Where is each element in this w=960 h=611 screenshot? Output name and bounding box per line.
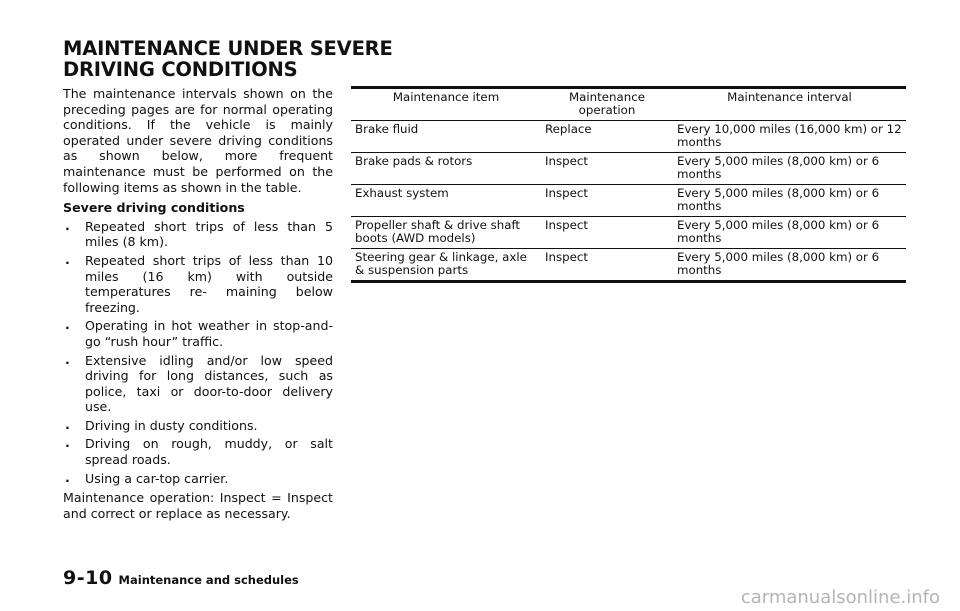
cell-interval: Every 5,000 miles (8,000 km) or 6 months bbox=[673, 153, 906, 185]
column-header-item: Maintenance item bbox=[351, 88, 541, 121]
cell-interval: Every 10,000 miles (16,000 km) or 12 months bbox=[677, 122, 902, 149]
list-item bbox=[63, 219, 333, 250]
list-item-text: Extensive idling and/or low speed driving for long distances, such as police, taxi or door-to-door delivery use. bbox=[85, 352, 333, 415]
cell-item: Propeller shaft & drive shaft boots (AWD models) bbox=[351, 217, 541, 249]
list-item-text: Using a car-top carrier. bbox=[85, 470, 229, 486]
bullet-icon: . bbox=[65, 251, 70, 267]
cell-operation: Inspect bbox=[541, 153, 673, 185]
section-heading-line-1: MAINTENANCE UNDER SEVERE bbox=[63, 37, 393, 60]
table-row bbox=[351, 185, 906, 217]
list-item-text: Operating in hot weather in stop-and-go “rush hour” traffic. bbox=[85, 318, 333, 349]
maintenance-schedule-table bbox=[351, 86, 906, 283]
left-column bbox=[63, 86, 333, 521]
cell-item: Steering gear & linkage, axle & suspension parts bbox=[351, 249, 541, 282]
list-item bbox=[63, 471, 333, 487]
severe-conditions-subheading: Severe driving conditions bbox=[63, 200, 245, 216]
cell-operation: Inspect bbox=[541, 217, 673, 249]
section-heading-line-2: DRIVING CONDITIONS bbox=[63, 58, 298, 81]
cell-operation: Replace bbox=[545, 122, 592, 136]
list-item bbox=[63, 353, 333, 415]
list-item-text: Driving in dusty conditions. bbox=[85, 417, 258, 433]
severe-conditions-list bbox=[63, 219, 333, 487]
list-item bbox=[63, 253, 333, 315]
cell-item: Brake pads & rotors bbox=[351, 153, 541, 185]
page-number: 9-10 bbox=[63, 567, 113, 589]
table-row bbox=[351, 249, 906, 282]
cell-operation: Inspect bbox=[541, 249, 673, 282]
cell-interval: Every 5,000 miles (8,000 km) or 6 months bbox=[673, 185, 906, 217]
table-header-row bbox=[351, 88, 906, 121]
bullet-icon: . bbox=[65, 351, 70, 367]
section-heading bbox=[63, 37, 393, 81]
list-item-text: Repeated short trips of less than 10 miles (16 km) with outside temperatures re- maining below freezing. bbox=[85, 252, 333, 315]
bullet-icon: . bbox=[65, 317, 70, 333]
table-row bbox=[351, 121, 906, 153]
table-row bbox=[351, 217, 906, 249]
page-footer bbox=[63, 567, 299, 589]
column-header-operation: Maintenance operation bbox=[541, 88, 673, 121]
cell-operation: Inspect bbox=[541, 185, 673, 217]
list-item-text: Repeated short trips of less than 5 miles (8 km). bbox=[85, 218, 333, 250]
cell-item: Exhaust system bbox=[351, 185, 541, 217]
cell-interval: Every 5,000 miles (8,000 km) or 6 months bbox=[673, 249, 906, 282]
maintenance-operation-note: Maintenance operation: Inspect = Inspect and correct or replace as necessary. bbox=[63, 490, 333, 521]
section-name: Maintenance and schedules bbox=[118, 573, 299, 587]
column-header-interval: Maintenance interval bbox=[673, 88, 906, 121]
cell-item: Brake fluid bbox=[355, 122, 419, 136]
list-item-text: Driving on rough, muddy, or salt spread roads. bbox=[85, 436, 333, 468]
bullet-icon: . bbox=[65, 469, 70, 485]
bullet-icon: . bbox=[65, 217, 70, 233]
list-item bbox=[63, 436, 333, 467]
table-row bbox=[351, 153, 906, 185]
cell-interval: Every 5,000 miles (8,000 km) or 6 months bbox=[673, 217, 906, 249]
bullet-icon: . bbox=[65, 416, 70, 432]
intro-paragraph: The maintenance intervals shown on the preceding pages are for normal operating conditions. If the vehicle is mainly operated under severe driving conditions as shown below, more frequent maintenance must be performed on the following items as shown in the table. bbox=[63, 86, 333, 195]
watermark: carmanualsonline.info bbox=[740, 587, 940, 608]
bullet-icon: . bbox=[65, 435, 70, 451]
list-item bbox=[63, 418, 333, 434]
list-item bbox=[63, 318, 333, 349]
